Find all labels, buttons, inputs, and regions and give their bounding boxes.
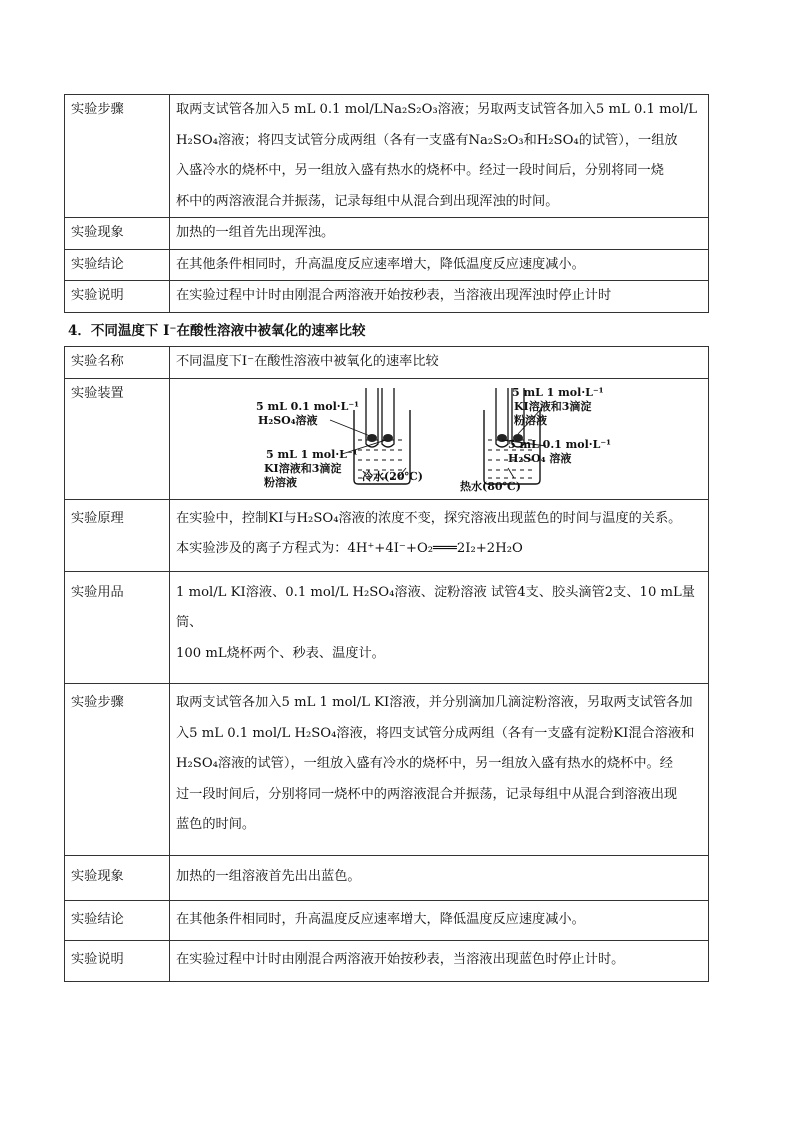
row-content: 在其他条件相同时，升高温度反应速率增大，降低温度反应速度减小。 <box>170 249 709 281</box>
text-line: 蓝色的时间。 <box>176 817 256 832</box>
row-label: 实验用品 <box>65 571 170 684</box>
experiment-table-4 <box>64 346 709 982</box>
text-line: H₂SO₄溶液的试管），一组放入盛有冷水的烧杯中，另一组放入盛有热水的烧杯中。经 <box>176 756 673 771</box>
right-caption: 热水(80℃) <box>460 479 521 493</box>
row-label: 实验现象 <box>65 218 170 250</box>
left-caption: 冷水(20℃) <box>362 469 423 483</box>
row-content <box>170 499 709 571</box>
table-row <box>65 218 709 250</box>
text-line: 本实验涉及的离子方程式为：4H⁺+4I⁻+O₂═══2I₂+2H₂O <box>176 541 523 556</box>
table-row <box>65 95 709 218</box>
left-top-label-1: 5 mL 0.1 mol·L⁻¹ <box>256 399 359 413</box>
text-line: 杯中的两溶液混合并振荡，记录每组中从混合到出现浑浊的时间。 <box>176 193 559 209</box>
section-heading: 4．不同温度下 I⁻在酸性溶液中被氧化的速率比较 <box>68 323 366 339</box>
row-label: 实验现象 <box>65 855 170 901</box>
text-line: 在实验中，控制KI与H₂SO₄溶液的浓度不变，探究溶液出现蓝色的时间与温度的关系。 <box>176 510 682 526</box>
row-content <box>170 571 709 684</box>
right-top-label-1: 5 mL 1 mol·L⁻¹ <box>512 385 604 399</box>
left-bottom-label-1: 5 mL 1 mol·L⁻¹ <box>266 447 358 461</box>
text-line: 过一段时间后，分别将同一烧杯中的两溶液混合并振荡，记录每组中从混合到溶液出现 <box>176 786 678 802</box>
row-label: 实验装置 <box>65 378 170 499</box>
text-line: H₂SO₄溶液；将四支试管分成两组（各有一支盛有Na₂S₂O₃和H₂SO₄的试管），一组放 <box>176 132 678 148</box>
row-label: 实验说明 <box>65 281 170 313</box>
right-bottom-label-2: H₂SO₄ 溶液 <box>508 451 572 465</box>
apparatus-diagram <box>246 382 686 494</box>
row-label: 实验名称 <box>65 347 170 379</box>
row-label: 实验步骤 <box>65 684 170 856</box>
row-label: 实验结论 <box>65 901 170 941</box>
table-row <box>65 571 709 684</box>
row-label: 实验结论 <box>65 249 170 281</box>
text-line: 入5 mL 0.1 mol/L H₂SO₄溶液，将四支试管分成两组（各有一支盛有淀粉KI混合溶液和 <box>176 725 695 741</box>
row-content: 不同温度下I⁻在酸性溶液中被氧化的速率比较 <box>170 347 709 379</box>
row-content: 在其他条件相同时，升高温度反应速率增大，降低温度反应速度减小。 <box>170 901 709 941</box>
experiment-table-3 <box>64 94 709 313</box>
left-bottom-label-2: KI溶液和3滴淀 <box>264 461 342 475</box>
table-row <box>65 347 709 379</box>
row-content <box>170 684 709 856</box>
text-line: 取两支试管各加入5 mL 0.1 mol/LNa₂S₂O₃溶液；另取两支试管各加入5 mL 0.1 mol/L <box>176 102 697 117</box>
text-line: 100 mL烧杯两个、秒表、温度计。 <box>176 645 385 661</box>
table-row <box>65 378 709 499</box>
text-line: 取两支试管各加入5 mL 1 mol/L KI溶液，并分别滴加几滴淀粉溶液，另取两支试管各加 <box>176 695 693 710</box>
table-row <box>65 281 709 313</box>
row-content: 在实验过程中计时由刚混合两溶液开始按秒表，当溶液出现蓝色时停止计时。 <box>170 940 709 982</box>
right-top-label-2: KI溶液和3滴淀 <box>514 399 592 413</box>
left-top-label-2: H₂SO₄溶液 <box>258 413 318 427</box>
table-row <box>65 940 709 982</box>
left-bottom-label-3: 粉溶液 <box>264 475 297 489</box>
text-line: 1 mol/L KI溶液、0.1 mol/L H₂SO₄溶液、淀粉溶液 试管4支、胶头滴管2支、10 mL量筒、 <box>176 584 695 630</box>
table-row <box>65 684 709 856</box>
right-top-label-3: 粉溶液 <box>514 413 547 427</box>
row-label: 实验原理 <box>65 499 170 571</box>
row-content: 加热的一组溶液首先出出蓝色。 <box>170 855 709 901</box>
table-row <box>65 249 709 281</box>
row-label: 实验步骤 <box>65 95 170 218</box>
row-label: 实验说明 <box>65 940 170 982</box>
row-content: 在实验过程中计时由刚混合两溶液开始按秒表，当溶液出现浑浊时停止计时 <box>170 281 709 313</box>
right-bottom-label-1: 5 mL 0.1 mol·L⁻¹ <box>508 437 611 451</box>
table-row <box>65 855 709 901</box>
text-line: 入盛冷水的烧杯中，另一组放入盛有热水的烧杯中。经过一段时间后，分别将同一烧 <box>176 163 664 178</box>
row-content: 加热的一组首先出现浑浊。 <box>170 218 709 250</box>
row-content <box>170 95 709 218</box>
apparatus-cell <box>170 378 709 499</box>
table-row <box>65 499 709 571</box>
table-row <box>65 901 709 941</box>
